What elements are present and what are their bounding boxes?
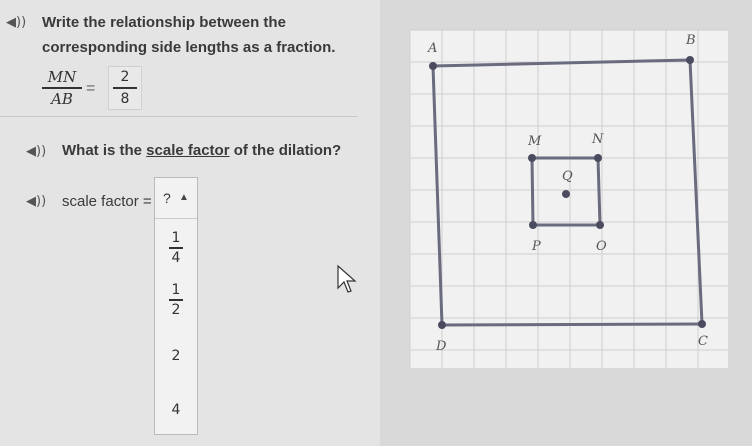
point-n <box>594 154 602 162</box>
speaker-icon[interactable]: ◀)) <box>6 15 27 30</box>
answer-numerator: 2 <box>120 69 130 85</box>
dropdown-option-4[interactable]: 4 <box>171 402 181 418</box>
dropdown-selected[interactable] <box>155 178 197 219</box>
label-d: D <box>436 339 447 354</box>
segment-cd <box>442 324 702 325</box>
dropdown-selected-value: ? <box>163 190 171 206</box>
scale-factor-link[interactable]: scale factor <box>146 142 230 159</box>
label-n: N <box>592 132 604 147</box>
label-b: B <box>686 33 696 48</box>
dilation-diagram <box>380 0 752 446</box>
fraction-numerator: MN <box>47 68 77 86</box>
dropdown-option-one-fourth[interactable]: 1 4 <box>155 230 197 266</box>
dropdown-option-one-half[interactable]: 1 2 <box>155 282 197 318</box>
segment-no <box>598 158 600 225</box>
fraction-mn-ab <box>42 68 82 108</box>
label-a: A <box>428 41 438 56</box>
scale-factor-label: scale factor = <box>62 193 152 210</box>
label-m: M <box>528 134 542 149</box>
question1-line2: corresponding side lengths as a fraction. <box>42 39 336 56</box>
answer-denominator: 8 <box>120 90 130 107</box>
label-c: C <box>698 334 708 349</box>
speaker-icon[interactable]: ◀)) <box>26 144 47 159</box>
point-c <box>698 320 706 328</box>
label-p: P <box>532 239 541 254</box>
segment-pm <box>532 158 533 225</box>
equals-sign: = <box>86 80 96 97</box>
grid-background <box>410 30 728 368</box>
point-d <box>438 321 446 329</box>
label-o: O <box>596 239 607 254</box>
point-o <box>596 221 604 229</box>
fraction-denominator: AB <box>51 89 73 108</box>
point-q <box>562 190 570 198</box>
label-q: Q <box>562 169 573 184</box>
point-b <box>686 56 694 64</box>
dropdown-option-2[interactable]: 2 <box>171 348 181 364</box>
question1-line1: Write the relationship between the <box>42 14 286 31</box>
mouse-cursor-icon <box>336 264 360 296</box>
divider <box>0 116 358 117</box>
fraction-answer-box[interactable] <box>108 66 142 110</box>
point-m <box>528 154 536 162</box>
point-p <box>529 221 537 229</box>
point-a <box>429 62 437 70</box>
question2-text: What is the scale factor of the dilation? <box>62 142 342 159</box>
caret-up-icon: ▲ <box>179 192 189 203</box>
scale-factor-dropdown[interactable] <box>154 177 198 435</box>
speaker-icon[interactable]: ◀)) <box>26 194 47 209</box>
